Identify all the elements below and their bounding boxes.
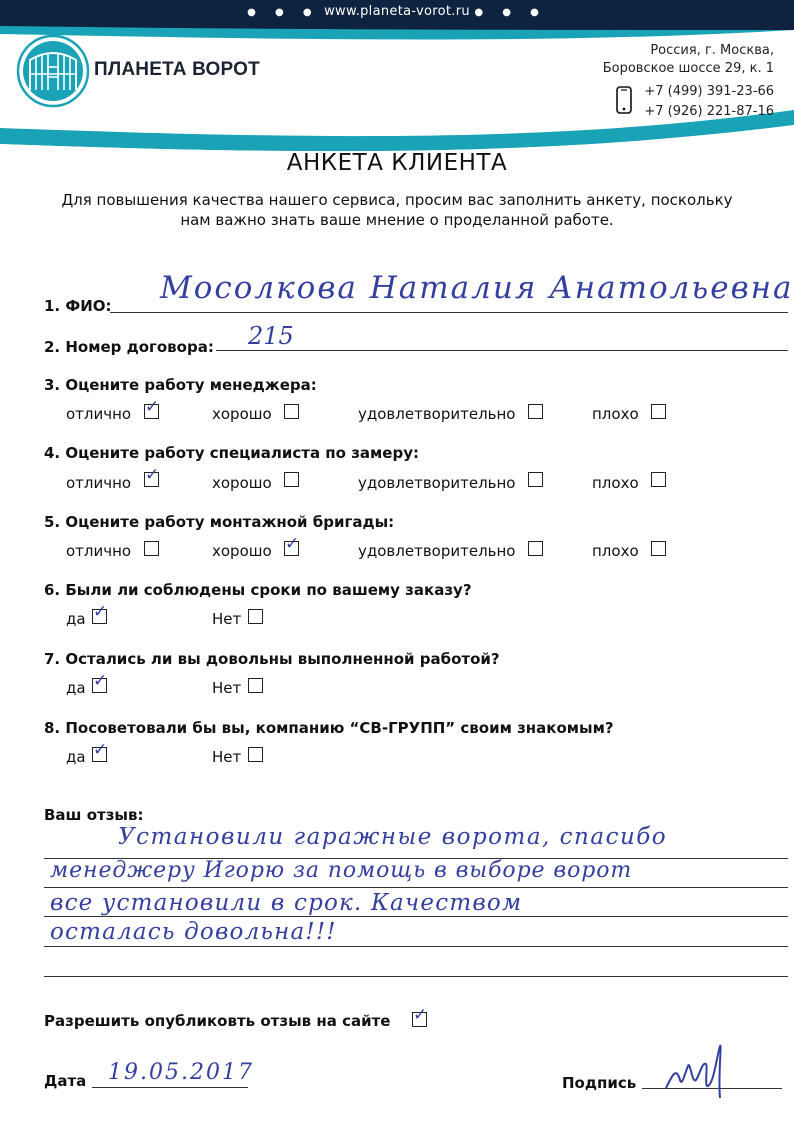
signature-image [658,1036,738,1106]
q4-label: 4. Оцените работу специалиста по замеру: [44,444,419,462]
q3-label: 3. Оцените работу менеджера: [44,376,317,394]
publish-label: Разрешить опубликовть отзыв на сайте [44,1012,391,1030]
q6-label: 6. Были ли соблюдены сроки по вашему заказу? [44,581,472,599]
q1-label: 1. ФИО: [44,297,112,315]
contract-line [216,350,788,351]
review-text-2[interactable]: менеджеру Игорю за помощь в выборе ворот [50,858,633,883]
signature-label: Подпись [562,1074,637,1092]
review-text-3[interactable]: все установили в срок. Качеством [50,890,523,916]
q4-opt-bad: плохо [592,474,639,492]
intro-line-2: нам важно знать ваше мнение о проделанной работе. [180,211,614,229]
q5-check-mark: ✓ [285,534,300,554]
q6-check-mark: ✓ [93,602,108,622]
q4-checkbox-bad[interactable] [651,472,666,487]
review-line-4 [44,946,788,947]
q2-label: 2. Номер договора: [44,338,214,356]
address-line-1: Россия, г. Москва, [650,43,774,58]
review-line-3 [44,916,788,917]
q5-opt-bad: плохо [592,542,639,560]
q3-opt-satisfactory: удовлетворительно [358,405,516,423]
q5-opt-satisfactory: удовлетворительно [358,542,516,560]
date-label: Дата [44,1072,87,1090]
brand-name: ПЛАНЕТА ВОРОТ [94,59,260,80]
q4-check-mark: ✓ [145,465,160,485]
q5-opt-good: хорошо [212,542,272,560]
q3-opt-bad: плохо [592,405,639,423]
phone-numbers [644,82,774,122]
q5-checkbox-excellent[interactable] [144,541,159,556]
dots-left: ● ● ● [247,7,320,18]
review-line-5 [44,976,788,977]
site-url[interactable] [0,4,794,19]
fio-line [110,312,788,313]
q8-label: 8. Посоветовали бы вы, компанию “СВ-ГРУПП” своим знакомым? [44,719,614,737]
q3-checkbox-good[interactable] [284,404,299,419]
q7-opt-no: Нет [212,679,242,697]
q4-checkbox-satisfactory[interactable] [528,472,543,487]
phone-1[interactable]: +7 (499) 391-23-66 [644,84,774,99]
q8-opt-yes: да [66,748,86,766]
phone-2[interactable]: +7 (926) 221-87-16 [644,104,774,119]
review-text-1[interactable]: Установили гаражные ворота, спасибо [118,824,668,850]
q5-checkbox-bad[interactable] [651,541,666,556]
q4-opt-good: хорошо [212,474,272,492]
q4-opt-excellent: отлично [66,474,132,492]
q4-opt-satisfactory: удовлетворительно [358,474,516,492]
q8-checkbox-no[interactable] [248,747,263,762]
q3-opt-good: хорошо [212,405,272,423]
q5-checkbox-satisfactory[interactable] [528,541,543,556]
phone-icon [616,86,632,114]
q8-check-mark: ✓ [93,740,108,760]
publish-check-mark: ✓ [413,1005,428,1025]
form-intro [40,190,754,230]
date-handwritten[interactable]: 19.05.2017 [108,1060,254,1085]
q7-opt-yes: да [66,679,86,697]
dots-right: ● ● ● [474,7,547,18]
form-title: АНКЕТА КЛИЕНТА [286,150,508,176]
q7-label: 7. Остались ли вы довольны выполненной работой? [44,650,500,668]
q3-opt-excellent: отлично [66,405,132,423]
q3-check-mark: ✓ [145,397,160,417]
review-line-2 [44,887,788,888]
q5-label: 5. Оцените работу монтажной бригады: [44,513,395,531]
address-line-2: Боровское шоссе 29, к. 1 [602,61,774,76]
q6-opt-yes: да [66,610,86,628]
contract-handwritten[interactable]: 215 [248,322,294,350]
q3-checkbox-satisfactory[interactable] [528,404,543,419]
q3-checkbox-bad[interactable] [651,404,666,419]
review-label: Ваш отзыв: [44,806,144,824]
q5-opt-excellent: отлично [66,542,132,560]
q6-opt-no: Нет [212,610,242,628]
q7-checkbox-no[interactable] [248,678,263,693]
q6-checkbox-no[interactable] [248,609,263,624]
gate-logo-icon [16,34,90,108]
q7-check-mark: ✓ [93,671,108,691]
fio-handwritten[interactable]: Мосолкова Наталия Анатольевна [160,270,794,306]
q8-opt-no: Нет [212,748,242,766]
site-url-text: www.planeta-vorot.ru [324,4,470,19]
q4-checkbox-good[interactable] [284,472,299,487]
intro-line-1: Для повышения качества нашего сервиса, просим вас заполнить анкету, поскольку [61,191,733,209]
company-address [603,42,774,78]
review-text-4[interactable]: осталась довольна!!! [50,919,337,945]
date-line [92,1087,248,1088]
